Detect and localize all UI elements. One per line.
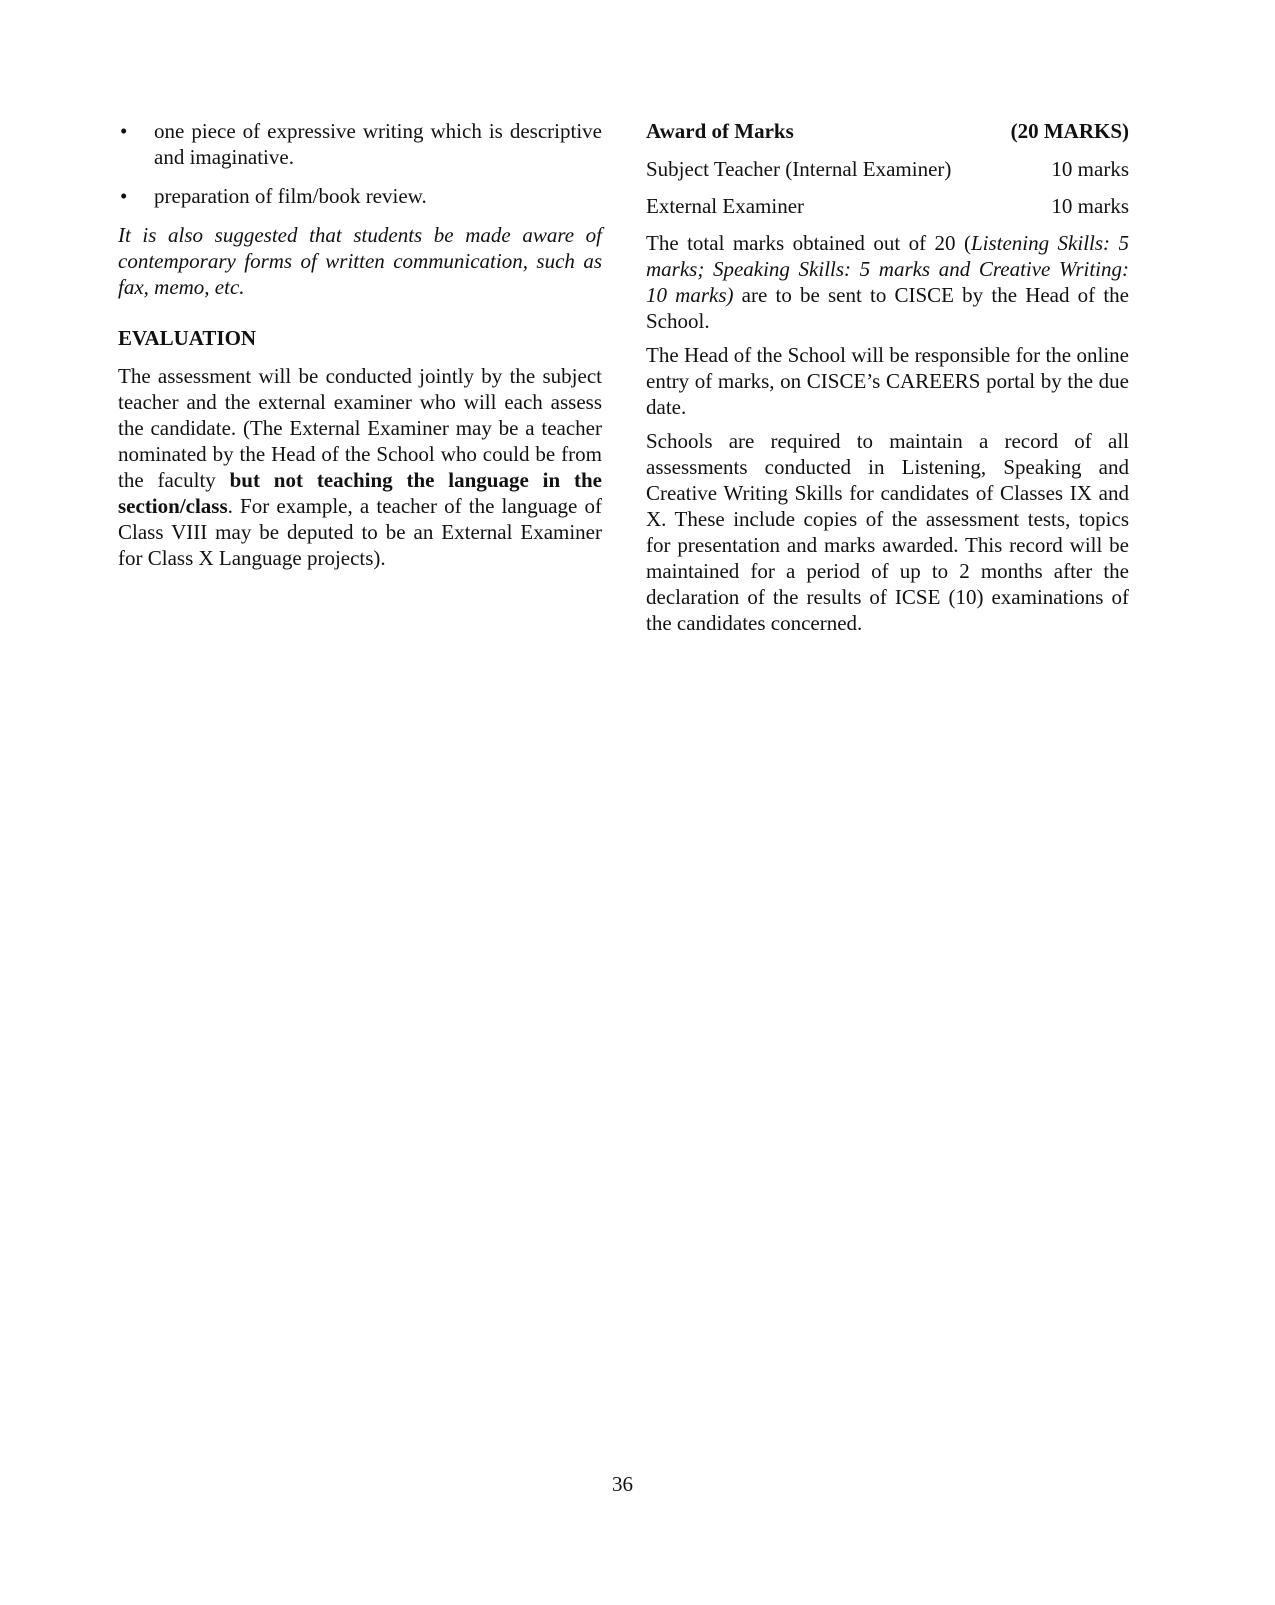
total-italic-text: Listening Skills: 5 marks; Speaking Skills: 5 marks and Creative Writing: 10 marks) (646, 231, 1129, 307)
head-responsibility-paragraph: The Head of the School will be responsible for the online entry of marks, on CISCE’s CAREERS portal by the due date. (646, 343, 1129, 419)
marks-row (646, 156, 1129, 182)
bullet-icon: • (120, 119, 128, 143)
list-item-text: preparation of film/book review. (154, 184, 427, 208)
marks-label: Subject Teacher (Internal Examiner) (646, 157, 952, 181)
marks-value: 10 marks (1051, 194, 1129, 218)
award-total: (20 MARKS) (1010, 119, 1129, 143)
award-title: Award of Marks (646, 119, 794, 143)
bullet-icon: • (120, 184, 128, 208)
bullet-list (118, 118, 602, 209)
award-of-marks-header (646, 118, 1129, 144)
total-marks-paragraph (646, 230, 1129, 334)
records-paragraph: Schools are required to maintain a record of all assessments conducted in Listening, Speaking and Creative Writing Skills for candidates of Classes IX and X. These include copies of the assessment tests, topics for presentation and marks awarded. This record will be maintained for a period of up to 2 months after the declaration of the results of ICSE (10) examinations of the candidates concerned. (646, 429, 1129, 635)
list-item (118, 183, 602, 209)
evaluation-text-2: . For example, a teacher of the language of Class VIII may be deputed to be an External Examiner for Class X Language projects). (118, 494, 602, 570)
list-item (118, 118, 602, 170)
list-item-text: one piece of expressive writing which is descriptive and imaginative. (154, 119, 602, 169)
total-text-2: are to be sent to CISCE by the Head of the School. (646, 283, 1129, 333)
total-text-1: The total marks obtained out of 20 ( (646, 231, 971, 255)
marks-label: External Examiner (646, 194, 805, 218)
right-column (646, 118, 1129, 644)
suggestion-note: It is also suggested that students be made aware of contemporary forms of written communication, such as fax, memo, etc. (118, 223, 602, 299)
evaluation-heading: EVALUATION (118, 326, 257, 350)
evaluation-paragraph (118, 363, 602, 571)
evaluation-bold-text: but not teaching the language in the section/class (118, 468, 602, 518)
marks-row (646, 193, 1129, 219)
marks-value: 10 marks (1051, 157, 1129, 181)
left-column (118, 118, 602, 571)
page-number: 36 (612, 1472, 633, 1496)
evaluation-text-1: The assessment will be conducted jointly by the subject teacher and the external examiner who will each assess the candidate. (The External Examiner may be a teacher nominated by the Head of the School who could be from the faculty (118, 364, 602, 492)
